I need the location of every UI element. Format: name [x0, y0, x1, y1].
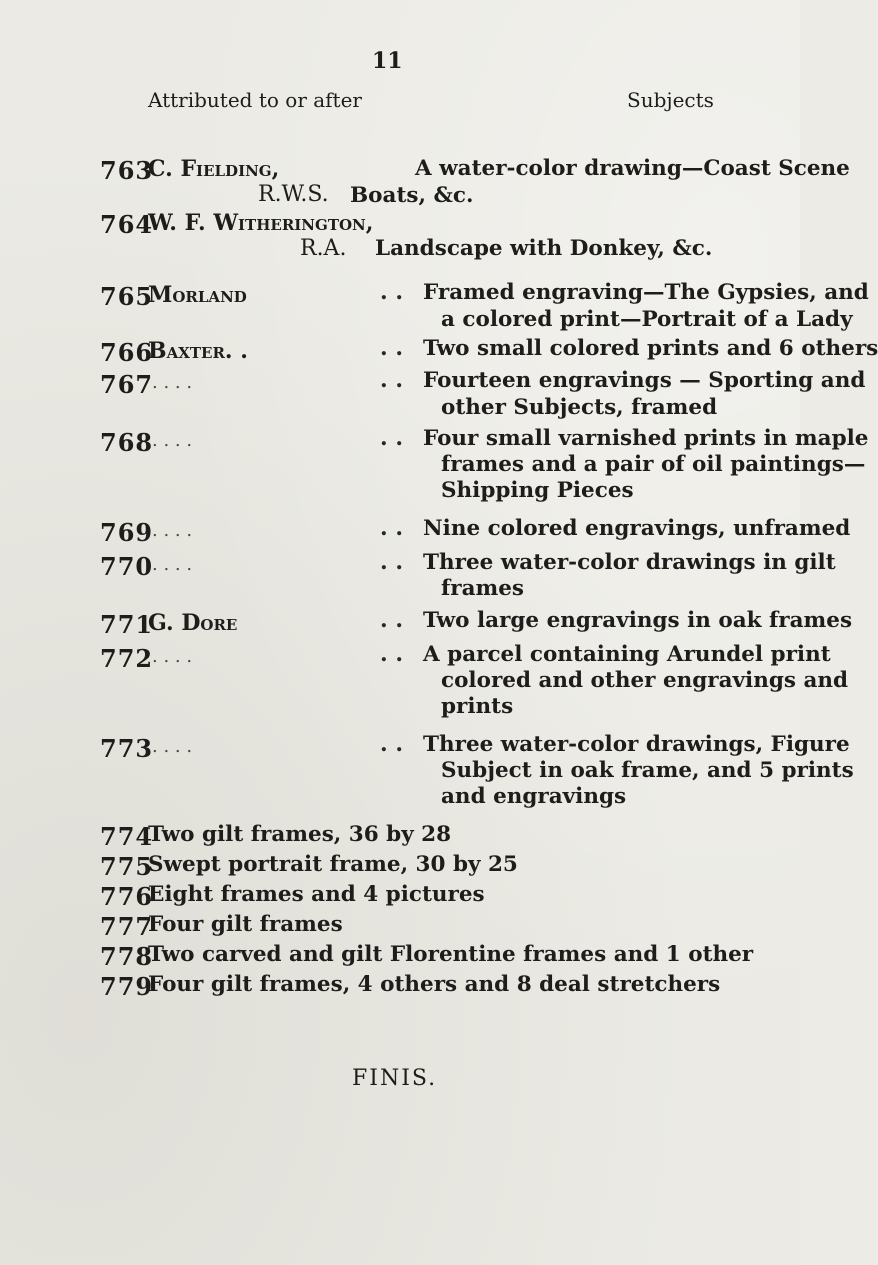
lot-description-line: Subject in oak frame, and 5 prints [441, 758, 854, 783]
ditto-marks: . . . . [152, 520, 193, 541]
lot-description [423, 428, 869, 502]
ditto-marks: . . . . [152, 554, 193, 575]
lot-artist: G. Dore [148, 610, 238, 636]
leader-dots: . . [380, 549, 403, 575]
lot-description [423, 370, 865, 419]
lot-number: 764 [100, 210, 154, 239]
lot-description [423, 518, 850, 540]
lot-description [375, 238, 712, 260]
ditto-marks: . . . . [152, 430, 193, 451]
lot-description-line: frames [441, 576, 525, 601]
lot-description: Swept portrait frame, 30 by 25 [148, 852, 518, 877]
lot-description-line: Fourteen engravings — Sporting and [423, 368, 866, 393]
lot-description [423, 610, 852, 632]
lot-description-line: Framed engraving—The Gypsies, and [423, 280, 869, 305]
lot-description-line: Four small varnished prints in maple [423, 426, 869, 451]
lot-number: 763 [100, 156, 154, 185]
lot-description-line: prints [441, 694, 514, 719]
lot-number: 769 [100, 518, 154, 547]
lot-artist: Baxter. . [148, 338, 248, 364]
ditto-marks: . . . . [152, 372, 193, 393]
lot-description: Two carved and gilt Florentine frames and 1 other [148, 942, 754, 967]
lot-description-line: other Subjects, framed [441, 395, 718, 420]
lot-description [423, 282, 869, 331]
lot-description-line: Two large engravings in oak frames [423, 608, 853, 633]
lot-description-line: Three water-color drawings in gilt [423, 550, 836, 575]
lot-number: 777 [100, 912, 154, 941]
lot-description [350, 156, 850, 208]
lot-description-line: colored and other engravings and [441, 668, 849, 693]
lot-description-line: frames and a pair of oil paintings— [441, 452, 866, 477]
lot-description [423, 552, 836, 600]
lot-description: Four gilt frames [148, 912, 343, 937]
lot-number: 765 [100, 282, 154, 311]
finis-label: FINIS. [352, 1066, 438, 1091]
column-header-subjects: Subjects [627, 88, 714, 112]
lot-description-line: Shipping Pieces [441, 478, 634, 503]
lot-number: 774 [100, 822, 154, 851]
lot-number: 779 [100, 972, 154, 1001]
lot-description-line: Three water-color drawings, Figure [423, 732, 850, 757]
ditto-marks: . . . . [152, 646, 193, 667]
lot-number: 773 [100, 734, 154, 763]
leader-dots: . . [380, 425, 403, 451]
lot-description-line: and engravings [441, 784, 627, 809]
column-header-attribution: Attributed to or after [148, 88, 362, 112]
lot-number: 771 [100, 610, 154, 639]
lot-artist-honours: R.W.S. [258, 182, 329, 207]
lot-description-line: Boats, &c. [350, 183, 474, 208]
leader-dots: . . [380, 279, 403, 305]
lot-description [423, 338, 878, 360]
leader-dots: . . [380, 641, 403, 667]
lot-description-line: Two small colored prints and 6 others [423, 336, 878, 361]
lot-description-line: A parcel containing Arundel print [423, 642, 831, 667]
leader-dots: . . [380, 367, 403, 393]
leader-dots: . . [380, 515, 403, 541]
leader-dots: . . [380, 731, 403, 757]
lot-description-line: A water-color drawing—Coast Scene [415, 156, 850, 181]
lot-description-line: Nine colored engravings, unframed [423, 516, 851, 541]
lot-number: 776 [100, 882, 154, 911]
lot-description: Eight frames and 4 pictures [148, 882, 485, 907]
lot-number: 772 [100, 644, 154, 673]
lot-description [423, 644, 848, 718]
lot-description [423, 734, 854, 808]
lot-description-line: a colored print—Portrait of a Lady [441, 307, 853, 332]
lot-description: Four gilt frames, 4 others and 8 deal stretchers [148, 972, 721, 997]
lot-artist: W. F. Witherington, [148, 210, 374, 236]
lot-number: 770 [100, 552, 154, 581]
lot-number: 778 [100, 942, 154, 971]
lot-number: 766 [100, 338, 154, 367]
page-number: 11 [372, 48, 403, 74]
lot-artist: C. Fielding, [148, 156, 280, 182]
lot-description-line: Landscape with Donkey, &c. [375, 236, 713, 261]
ditto-marks: . . . . [152, 736, 193, 757]
lot-artist-honours: R.A. [300, 236, 347, 261]
lot-number: 767 [100, 370, 154, 399]
lot-number: 775 [100, 852, 154, 881]
leader-dots: . . [380, 607, 403, 633]
leader-dots: . . [380, 335, 403, 361]
lot-artist: Morland [148, 282, 247, 308]
lot-number: 768 [100, 428, 154, 457]
lot-description: Two gilt frames, 36 by 28 [148, 822, 452, 847]
